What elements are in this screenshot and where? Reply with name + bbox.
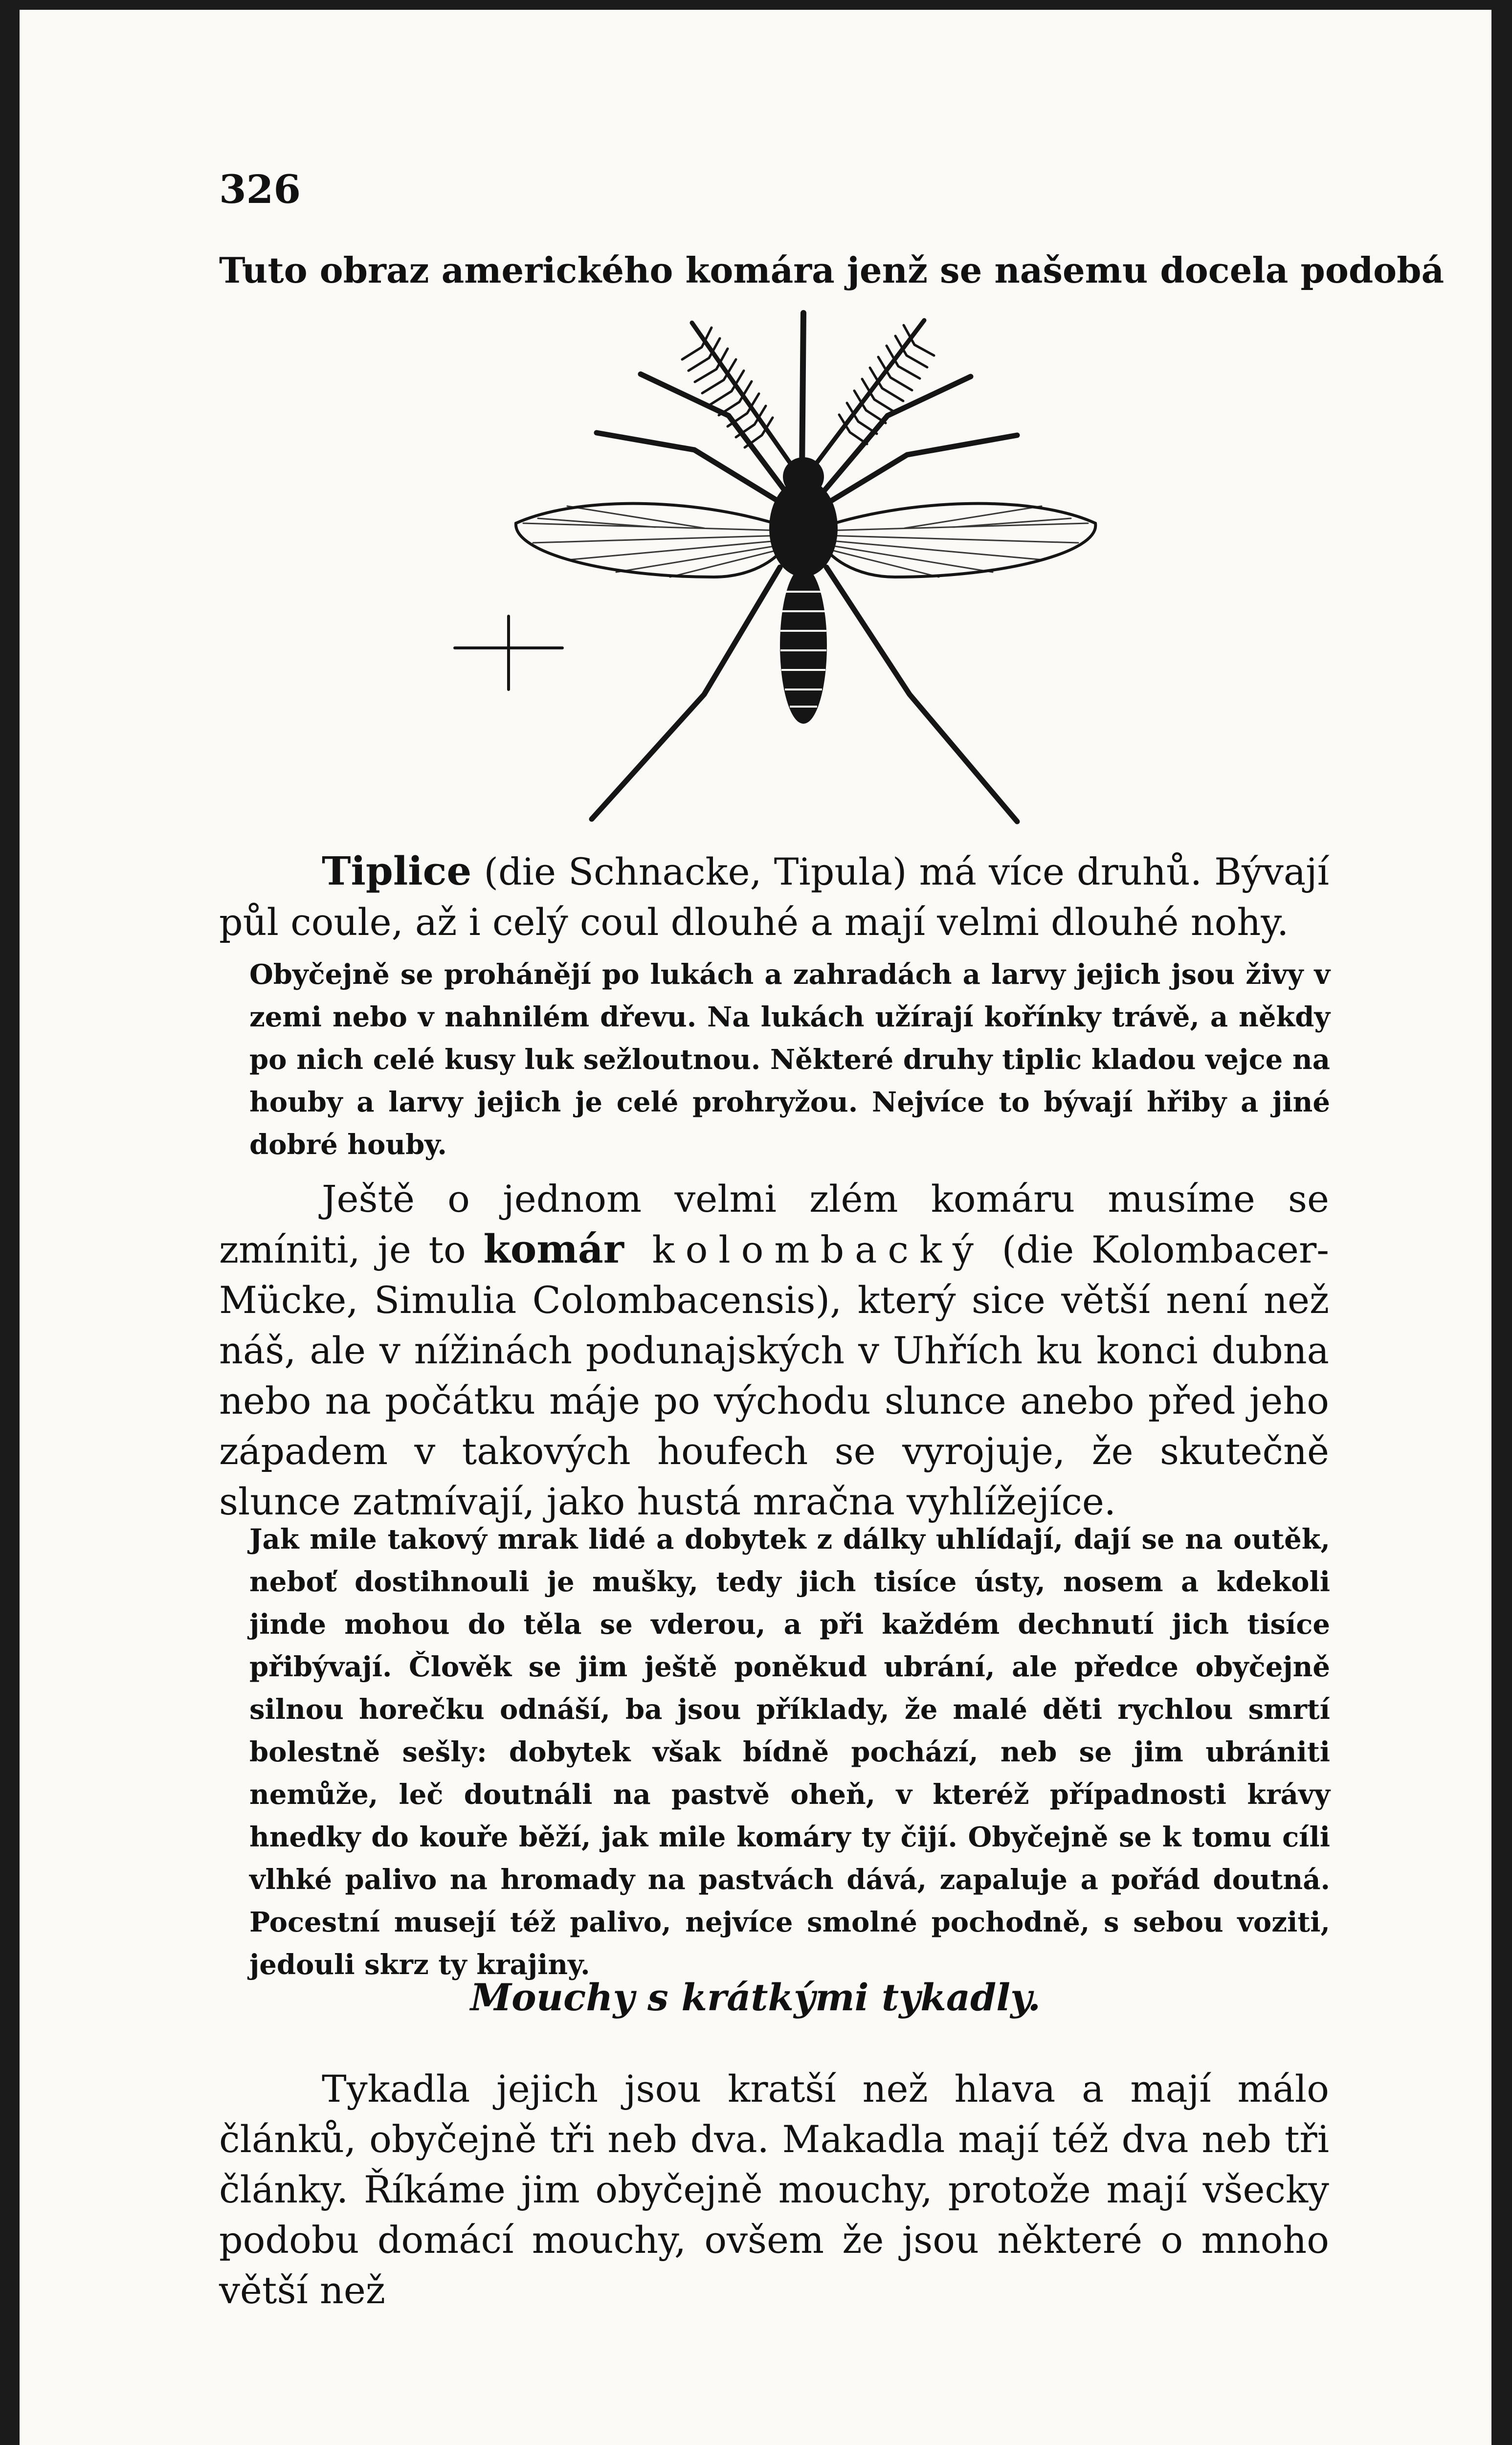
komar-term: komár [483,1226,624,1272]
komar-detail: Jak mile takový mrak lidé a dobytek z dálky uhlídají, dají se na outěk, neboť dostihnouli je mušky, tedy jich tisíce ústy, nosem a kdekoli jinde mohou do těla se vderou, a při každém dechnutí jich tisíce přibývají. Člověk se jim ještě poněkud ubrání, ale předce obyčejně silnou horečku odnáší, ba jsou příklady, že malé děti rychlou smrtí bolestně sešly: dobytek však bídně pochází, neb se jim ubrániti nemůže, leč doutnáli na pastvě oheň, v kteréž případnosti krávy hnedky do kouře běží, jak mile komáry ty čijí. Obyčejně se k tomu cíli vlhké palivo na hromady na pastvách dává, zapaluje a pořád doutná. Pocestní musejí též palivo, nejvíce smolné pochodně, s sebou voziti, jedouli skrz ty krajiny. [249,1523,1330,1981]
book-page [20,10,1491,2445]
komar-intro: Ještě o jednom velmi zlém komáru musíme se zmíniti, je to [219,1177,1329,1271]
section-heading: Mouchy s krátkými tykadly. [470,1976,1041,2019]
tiplice-detail: Obyčejně se prohánějí po lukách a zahradách a larvy jejich jsou živy v zemi nebo v nahnilém dřevu. Na lukách užírají kořínky trávě, a někdy po nich celé kusy luk sežloutnou. Některé druhy tiplic kladou vejce na houby a larvy jejich je celé prohryžou. Nejvíce to bývají hřiby a jiné dobré houby. [249,958,1330,1161]
tiplice-term: Tiplice [322,848,472,894]
mouchy-paragraph: Tykadla jejich jsou kratší než hlava a mají málo článků, obyčejně tři neb dva. Makadla mají též dva neb tři články. Říkáme jim obyčejně mouchy, protože mají všecky podobu domácí mouchy, ovšem že jsou některé o mnoho větší než [219,2067,1329,2312]
mosquito-illustration [20,10,1491,870]
tiplice-paragraph [219,846,1329,947]
komar-paragraph [219,1174,1329,1527]
mosquito-body [769,457,838,724]
cross-mark-icon [455,616,562,689]
tiplice-text: (die Schnacke, Tipula) má více druhů. Bývají půl coule, až i celý coul dlouhé a mají velmi dlouhé nohy. [219,850,1329,944]
komar-rest: (die Kolombacer-Mücke, Simulia Colombacensis), který sice větší není než náš, ale v nížinách podunajských v Uhřích ku konci dubna nebo na počátku máje po východu slunce anebo před jeho západem v takových houfech se vyrojuje, že skutečně slunce zatmívají, jako hustá mračna vyhlížejíce. [219,1228,1329,1523]
komar-spaced-term: kolombacký [623,1228,984,1271]
page-number: 326 [219,166,301,212]
figure-caption: Tuto obraz amerického komára jenž se našemu docela podobá [219,249,1445,291]
